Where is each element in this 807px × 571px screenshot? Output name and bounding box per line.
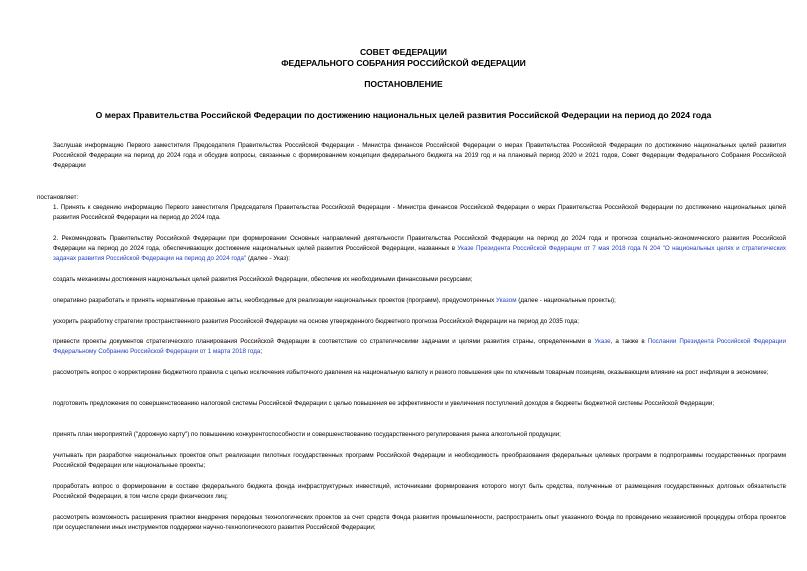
presidential-address-link[interactable]: Послании Президента Российской Федерации Федеральному Собранию Российской Федерации от 1 марта 2018 года bbox=[53, 338, 787, 355]
recommendation-6: подготовить предложения по совершенствованию налоговой системы Российской Федерации с целью повышения ее эффективности и увеличения поступлений доходов в бюджеты бюджетной системы Российской Федерации; bbox=[53, 400, 715, 407]
recommendation-10: рассмотреть возможность расширения практики внедрения передовых технологических проектов за счет средств Фонда развития промышленности, распространить опыт указанного Фонда по проведению независимой процедуры отбора проектов при осуществлении иных инструментов поддержки научно-технологического развития Российской Федерации; bbox=[53, 514, 786, 531]
decree-link[interactable]: Указе Президента Российской Федерации от 7 мая 2018 года N 204 "О национальных целях и стратегических задачах развития Российской Федерации на период до 2024 года" bbox=[53, 245, 786, 262]
item-2-text-b: (далее - Указ): bbox=[246, 255, 290, 262]
recommendation-4 bbox=[37, 337, 786, 357]
recommendation-2-text-a: оперативно разработать и принять нормативные правовые акты, необходимые для реализации национальных проектов (программ), предусмотренных bbox=[53, 297, 496, 304]
recommendation-8: учитывать при разработке национальных проектов опыт реализации пилотных государственных программ Российской Федерации и необходимость преобразования федеральных целевых программ в подпрограммы государственных программ Российской Федерации или национальные проекты; bbox=[53, 452, 786, 469]
recommendation-4-text-c: ; bbox=[260, 348, 263, 355]
decree-link-2[interactable]: Указе bbox=[594, 338, 611, 345]
resolves-line: постановляет: bbox=[37, 194, 79, 201]
recommendation-1: создать механизмы достижения национальных целей развития Российской Федерации, обеспечив их необходимыми финансовыми ресурсами; bbox=[53, 276, 473, 283]
recommendation-9: проработать вопрос о формировании в составе федерального бюджета фонда инфраструктурных инвестиций, источниками формирования которого могут быть средства, полученные от размещения государственных долговых обязательств Российской Федерации, в том числе среди физических лиц; bbox=[53, 483, 786, 500]
recommendation-4-text-b: , а также в bbox=[610, 338, 648, 345]
item-2-text-a: 2. Рекомендовать Правительству Российской Федерации при формировании Основных направлений деятельности Правительства Российской Федерации на период до 2024 года и прогноза социально-экономического развития Российской Федерации на период до 2024 года, обеспечивающих достижение национальных целей развития Российской Федерации, названных в bbox=[53, 235, 786, 252]
recommendation-7: принять план мероприятий ("дорожную карту") по повышению конкурентоспособности и совершенствованию государственного регулирования рынка алкогольной продукции; bbox=[53, 431, 561, 438]
recommendation-2 bbox=[37, 296, 786, 306]
item-1: 1. Принять к сведению информацию Первого заместителя Председателя Правительства Российской Федерации - Министра финансов Российской Федерации о мерах Правительства Российской Федерации по достижению национальных целей развития Российской Федерации на период до 2024 года. bbox=[53, 204, 786, 221]
document-title: О мерах Правительства Российской Федерации по достижению национальных целей развития Российской Федерации на период до 2024 года bbox=[95, 110, 712, 120]
intro-paragraph: Заслушав информацию Первого заместителя Председателя Правительства Российской Федерации - Министра финансов Российской Федерации о мерах Правительства Российской Федерации по достижению национальных целей развития Российской Федерации на период до 2024 года и обсудив вопросы, связанные с формированием концепции федерального бюджета на 2019 год и на плановый период 2020 и 2021 годов, Совет Федерации Федерального Собрания Российской Федерации bbox=[53, 142, 786, 169]
org-name-line1: СОВЕТ ФЕДЕРАЦИИ bbox=[360, 47, 447, 57]
org-name-line2: ФЕДЕРАЛЬНОГО СОБРАНИЯ РОССИЙСКОЙ ФЕДЕРАЦИИ bbox=[281, 58, 526, 68]
recommendation-2-text-b: (далее - национальные проекты); bbox=[516, 297, 616, 304]
item-2 bbox=[37, 234, 786, 264]
document-type: ПОСТАНОВЛЕНИЕ bbox=[364, 79, 443, 89]
recommendation-3: ускорить разработку стратегии пространственного развития Российской Федерации на основе утвержденного бюджетного прогноза Российской Федерации на период до 2035 года; bbox=[53, 318, 579, 325]
decree-short-link[interactable]: Указом bbox=[495, 297, 517, 304]
recommendation-4-text-a: привести проекты документов стратегического планирования Российской Федерации в соответствие со стратегическими задачами и целями развития страны, определенными в bbox=[53, 338, 595, 345]
recommendation-5: рассмотреть вопрос о корректировке бюджетного правила с целью исключения избыточного давления на национальную валюту и резкого повышения цен по ключевым товарным позициям, оказывающим влияние на рост инфляции в экономике; bbox=[53, 369, 769, 376]
